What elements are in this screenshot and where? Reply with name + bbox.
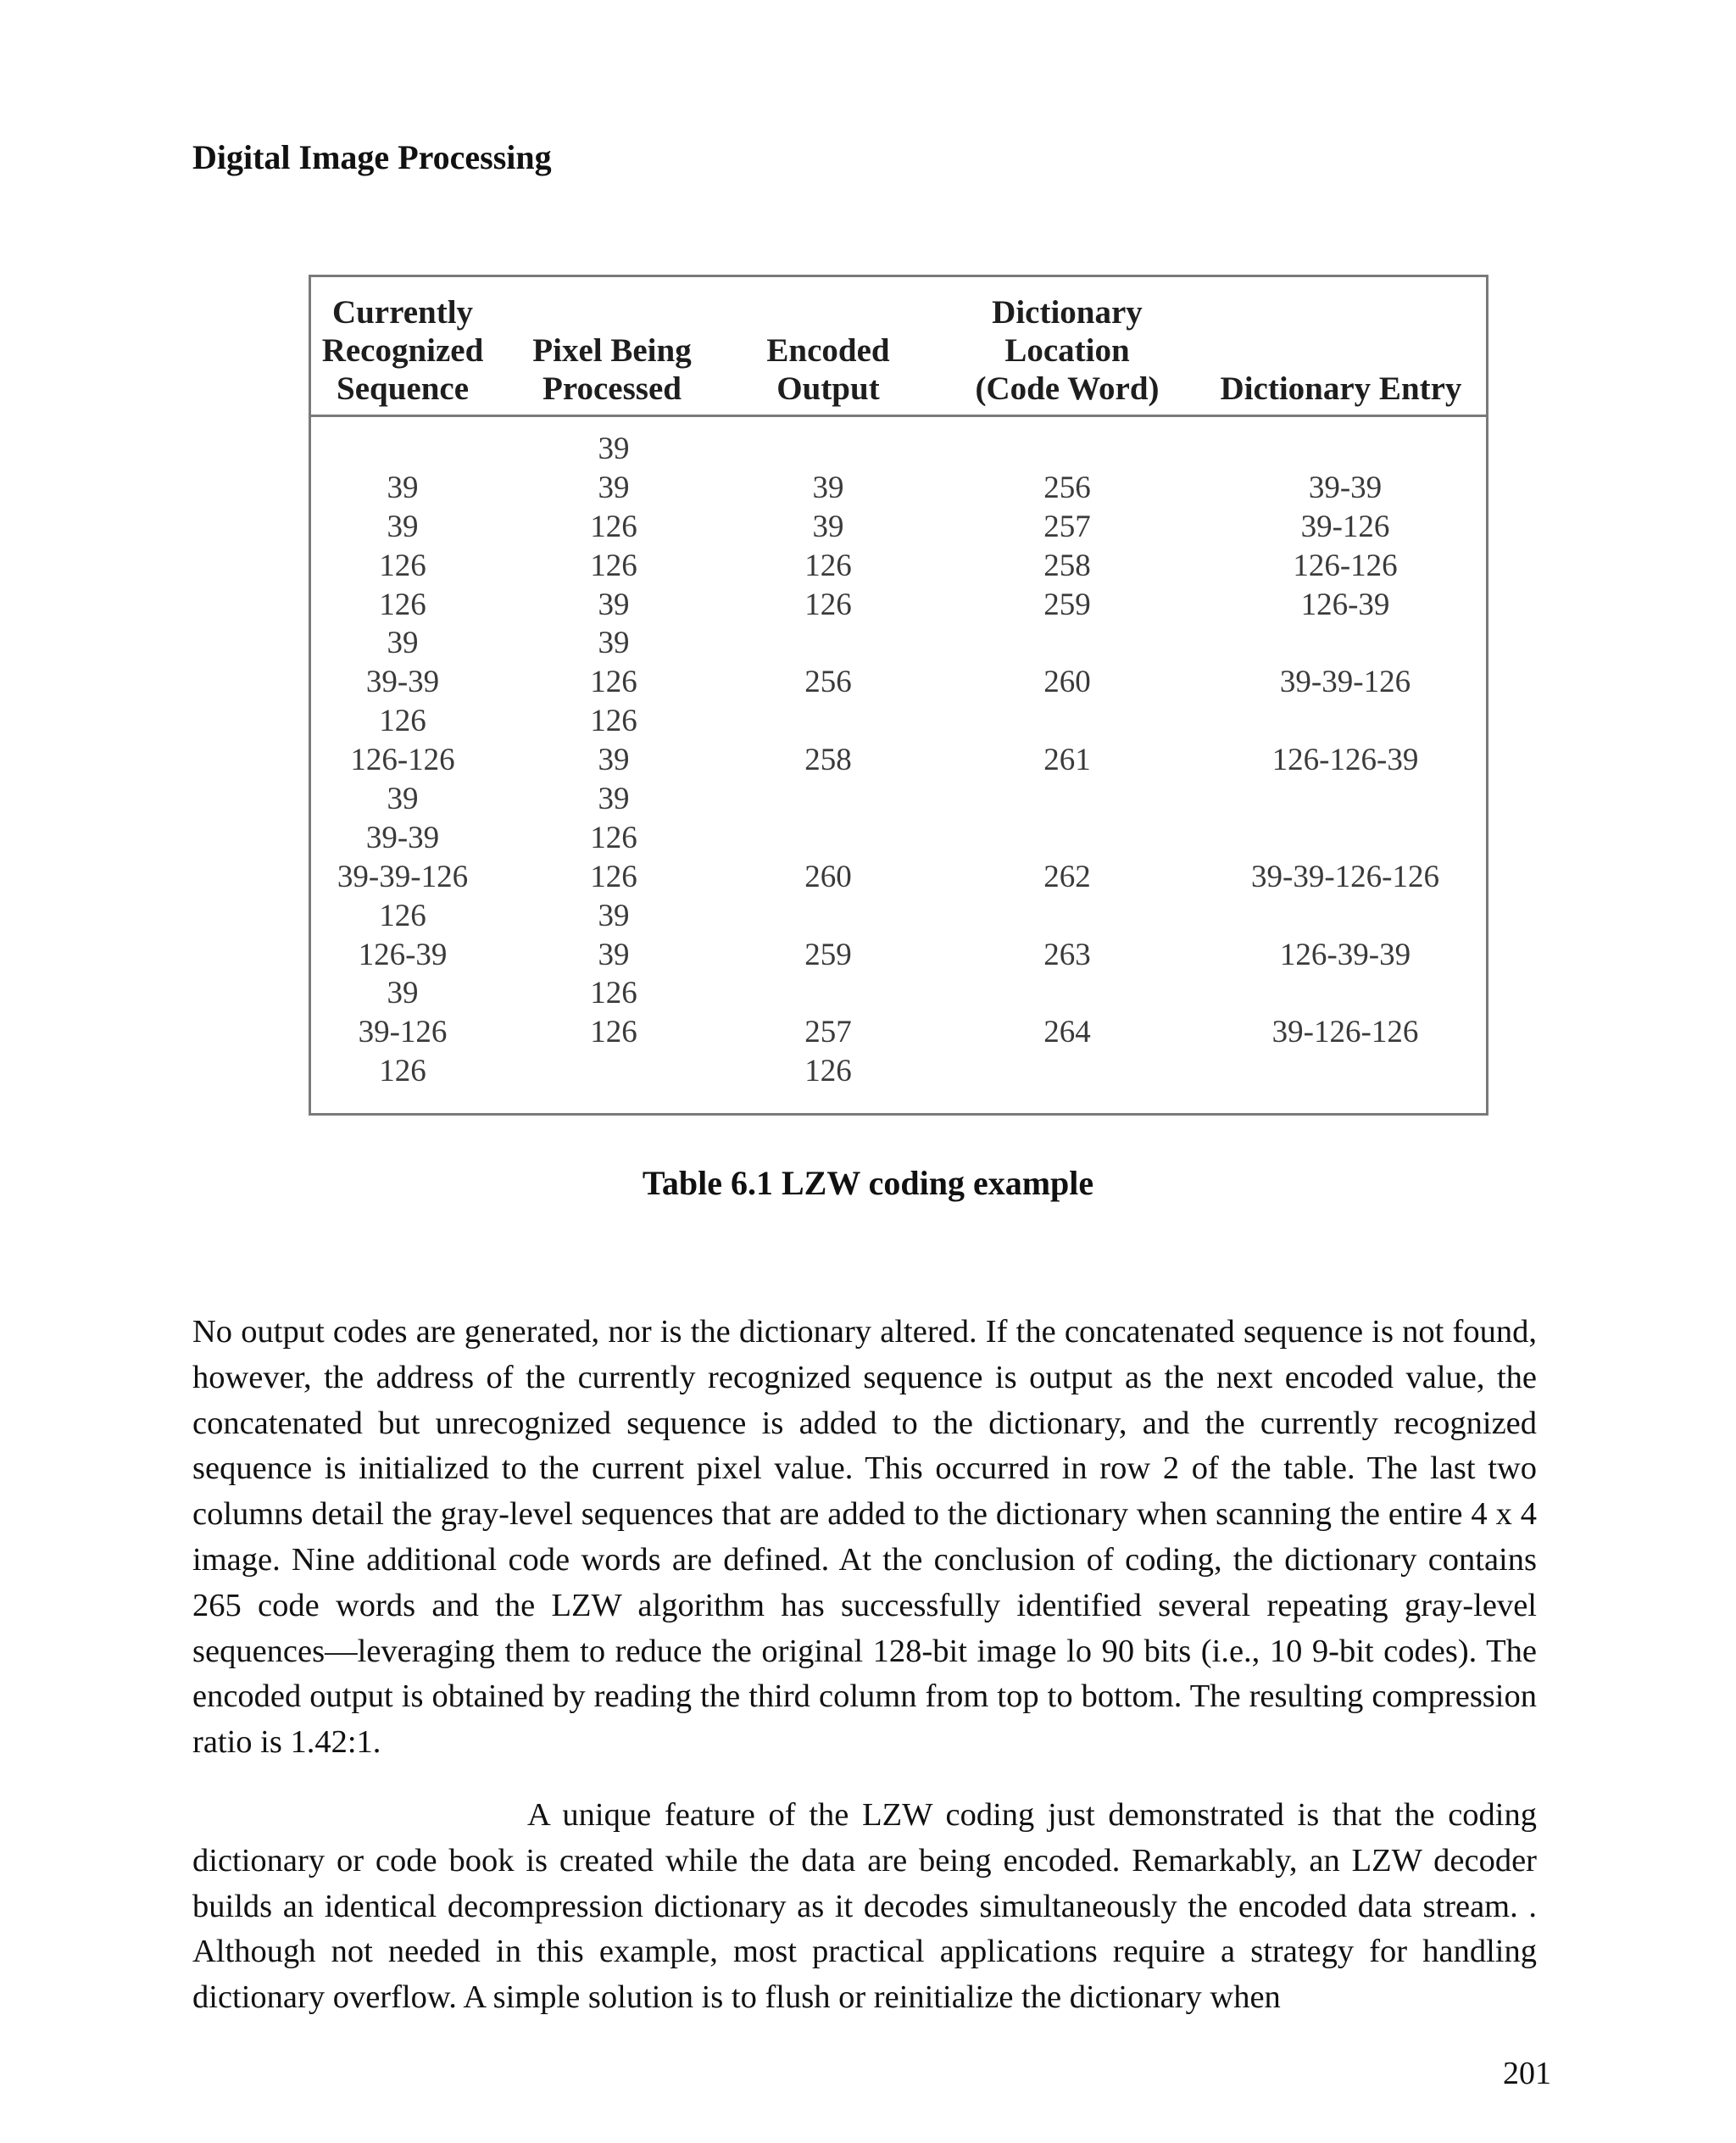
lzw-table — [309, 275, 1488, 1116]
pixel-cell: 126 — [590, 704, 637, 739]
sequence-cell: 39 — [387, 626, 419, 661]
dictionary-entry-cell — [1239, 974, 1451, 1013]
pixel-cell: 126 — [590, 976, 637, 1011]
encoded-output-cell — [765, 430, 892, 469]
code-word-cell — [999, 780, 1135, 819]
encoded-output-cell: 257 — [804, 1015, 852, 1050]
pixel-cell: 39 — [598, 431, 630, 466]
sequence-cell — [335, 430, 470, 469]
code-word-cell — [999, 974, 1135, 1013]
code-word-cell: 256 — [1043, 470, 1091, 505]
pixel-cell: 126 — [590, 1015, 637, 1050]
code-word-cell: 257 — [1043, 509, 1091, 544]
dictionary-entry-cell — [1239, 897, 1451, 936]
code-word-cell: 263 — [1043, 937, 1091, 972]
encoded-output-cell — [765, 897, 892, 936]
header-encoded-output: Encoded Output — [766, 332, 890, 407]
code-word-cell: 258 — [1043, 548, 1091, 583]
pixel-cell: 39 — [598, 782, 630, 817]
dictionary-entry-cell — [1239, 780, 1451, 819]
dictionary-entry-cell: 39-39-126 — [1279, 665, 1411, 700]
table-caption: Table 6.1 LZW coding example — [642, 1164, 1094, 1202]
pixel-cell: 39 — [598, 470, 630, 505]
pixel-cell: 39 — [598, 626, 630, 661]
dictionary-entry-cell: 126-39-39 — [1279, 937, 1411, 972]
dictionary-entry-cell: 126-126-39 — [1271, 743, 1419, 778]
encoded-output-cell — [765, 624, 892, 663]
dictionary-entry-cell — [1239, 702, 1451, 741]
dictionary-entry-cell: 126-126 — [1293, 548, 1398, 583]
column-pixel-being-processed — [552, 430, 676, 1091]
sequence-cell: 39 — [387, 782, 419, 817]
sequence-cell: 126 — [379, 1054, 426, 1089]
encoded-output-cell: 259 — [804, 937, 852, 972]
encoded-output-cell — [765, 702, 892, 741]
code-word-cell — [999, 702, 1135, 741]
body-paragraph-2: A unique feature of the LZW coding just demonstrated is that the coding dictionary or code book is created while the data are being encoded. Remarkably, an LZW decoder builds an identical decompression dictionary as it decodes simultaneously the encoded data stream. . Although not needed in this example, most practical applications require a strategy for handling dictionary overflow. A simple solution is to flush or reinitialize the dictionary when — [192, 1797, 1537, 2016]
body-paragraph-1: No output codes are generated, nor is the dictionary altered. If the concatenated sequence is not found, however, the address of the currently recognized sequence is output as the next encoded value, the concatenated but unrecognized sequence is added to the dictionary, and the currently recognized sequence is initialized to the current pixel value. This occurred in row 2 of the table. The last two columns detail the gray-level sequences that are added to the dictionary when scanning the entire 4 x 4 image. Nine additional code words are defined. At the conclusion of coding, the dictionary contains 265 code words and the LZW algorithm has successfully identified several repeating gray-level sequences—leveraging them to reduce the original 128-bit image lo 90 bits (i.e., 10 9-bit codes). The encoded output is obtained by reading the third column from top to bottom. The resulting compression ratio is 1.42:1. — [192, 1314, 1537, 1761]
dictionary-entry-cell — [1239, 624, 1451, 663]
pixel-cell: 39 — [598, 587, 630, 622]
sequence-cell: 126 — [379, 898, 426, 933]
pixel-cell: 126 — [590, 665, 637, 700]
column-encoded-output — [765, 430, 892, 1091]
encoded-output-cell — [765, 780, 892, 819]
sequence-cell: 126 — [379, 704, 426, 739]
encoded-output-cell — [765, 819, 892, 858]
header-pixel-being-processed: Pixel Being Processed — [532, 332, 692, 407]
sequence-cell: 126-39 — [358, 937, 448, 972]
pixel-cell: 39 — [598, 898, 630, 933]
sequence-cell: 39 — [387, 470, 419, 505]
table-header-row — [311, 277, 1486, 417]
encoded-output-cell: 256 — [804, 665, 852, 700]
column-dictionary-location — [999, 430, 1135, 1091]
dictionary-entry-cell — [1239, 430, 1451, 469]
running-header: Digital Image Processing — [192, 138, 552, 176]
pixel-cell: 126 — [590, 820, 637, 855]
header-currently-recognized-sequence: Currently Recognized Sequence — [321, 294, 484, 407]
pixel-cell: 126 — [590, 859, 637, 894]
encoded-output-cell — [765, 974, 892, 1013]
dictionary-entry-cell: 39-126-126 — [1271, 1015, 1419, 1050]
pixel-cell: 126 — [590, 509, 637, 544]
dictionary-entry-cell: 39-39-126-126 — [1251, 859, 1439, 894]
code-word-cell: 260 — [1043, 665, 1091, 700]
sequence-cell: 126 — [379, 587, 426, 622]
code-word-cell — [999, 1052, 1135, 1091]
encoded-output-cell: 126 — [804, 548, 852, 583]
sequence-cell: 39-126 — [358, 1015, 448, 1050]
code-word-cell: 259 — [1043, 587, 1091, 622]
encoded-output-cell: 39 — [812, 509, 844, 544]
sequence-cell: 39 — [387, 976, 419, 1011]
dictionary-entry-cell: 39-126 — [1300, 509, 1390, 544]
dictionary-entry-cell: 126-39 — [1300, 587, 1390, 622]
code-word-cell: 261 — [1043, 743, 1091, 778]
column-dictionary-entry — [1239, 430, 1451, 1091]
encoded-output-cell: 39 — [812, 470, 844, 505]
dictionary-entry-cell: 39-39 — [1308, 470, 1383, 505]
encoded-output-cell: 126 — [804, 587, 852, 622]
sequence-cell: 126-126 — [350, 743, 455, 778]
sequence-cell: 39 — [387, 509, 419, 544]
encoded-output-cell: 258 — [804, 743, 852, 778]
code-word-cell: 264 — [1043, 1015, 1091, 1050]
header-dictionary-entry: Dictionary Entry — [1220, 370, 1462, 407]
code-word-cell — [999, 624, 1135, 663]
dictionary-entry-cell — [1239, 819, 1451, 858]
code-word-cell: 262 — [1043, 859, 1091, 894]
code-word-cell — [999, 897, 1135, 936]
code-word-cell — [999, 819, 1135, 858]
column-currently-recognized-sequence — [335, 430, 470, 1091]
sequence-cell: 126 — [379, 548, 426, 583]
pixel-cell: 126 — [590, 548, 637, 583]
page-number: 201 — [1503, 2056, 1551, 2091]
encoded-output-cell: 126 — [804, 1054, 852, 1089]
sequence-cell: 39-39 — [365, 820, 440, 855]
code-word-cell — [999, 430, 1135, 469]
pixel-cell: 39 — [598, 743, 630, 778]
header-dictionary-location: Dictionary Location (Code Word) — [975, 294, 1160, 407]
dictionary-entry-cell — [1239, 1052, 1451, 1091]
pixel-cell: 39 — [598, 937, 630, 972]
sequence-cell: 39-39 — [365, 665, 440, 700]
pixel-cell — [552, 1052, 676, 1091]
encoded-output-cell: 260 — [804, 859, 852, 894]
sequence-cell: 39-39-126 — [337, 859, 469, 894]
